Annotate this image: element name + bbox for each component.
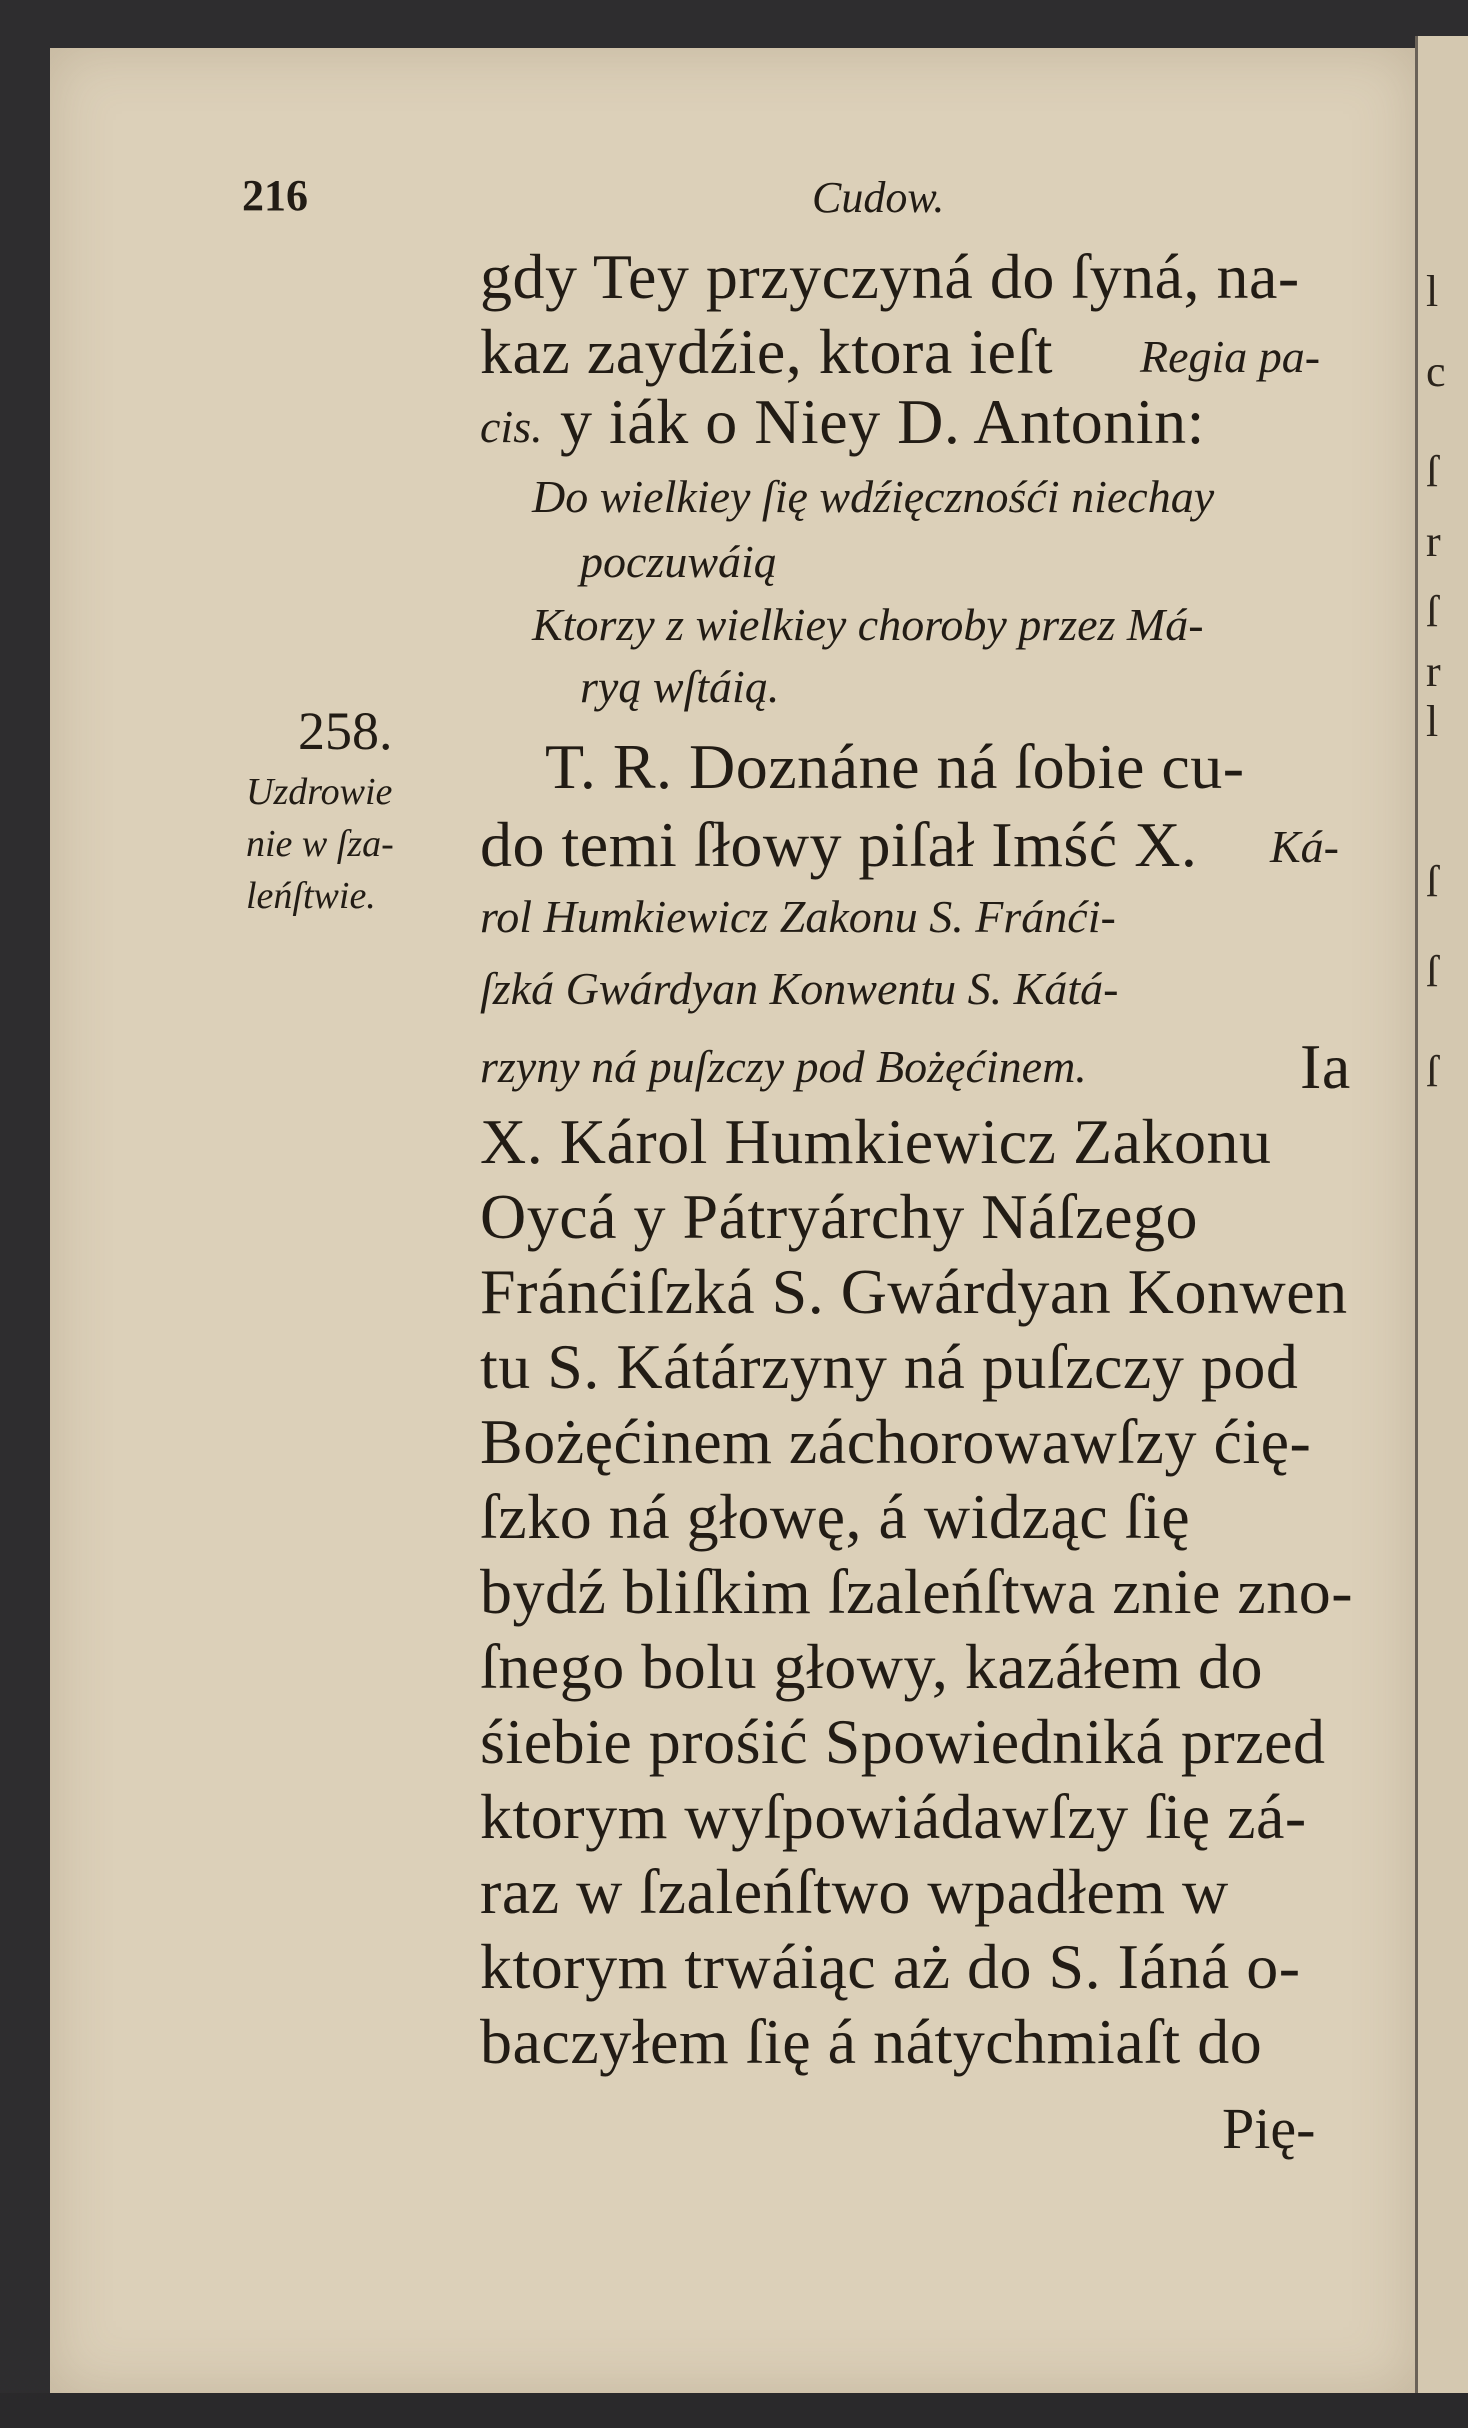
body-line-italic: rol Humkiewicz Zakonu S. Fránći- bbox=[480, 891, 1116, 942]
running-head: Cudow. bbox=[812, 173, 945, 222]
adjacent-glyph: ſ bbox=[1426, 1047, 1439, 1096]
body-line-italic: ſzká Gwárdyan Konwentu S. Kátá- bbox=[480, 963, 1119, 1014]
adjacent-glyph: ſ bbox=[1426, 447, 1439, 496]
verse-line: ryą wſtáią. bbox=[580, 661, 780, 712]
body-line: Ia bbox=[1300, 1031, 1351, 1102]
scan-background bbox=[0, 2393, 1468, 2428]
verse-line: Ktorzy z wielkiey choroby przez Má- bbox=[532, 599, 1204, 650]
folio-number: 216 bbox=[242, 171, 308, 220]
body-line-italic: rzyny ná puſzczy pod Bożęćinem. bbox=[480, 1041, 1087, 1092]
body-line: ſzko ná głowę, á widząc ſię bbox=[480, 1481, 1191, 1552]
text-line: y iák o Niey D. Antonin: bbox=[560, 386, 1205, 457]
adjacent-glyph: ſ bbox=[1426, 587, 1439, 636]
margin-note-line: nie w ſza- bbox=[246, 823, 394, 865]
body-line: ktorym wyſpowiádawſzy ſię zá- bbox=[480, 1781, 1307, 1852]
body-line: raz w ſzaleńſtwo wpadłem w bbox=[480, 1856, 1229, 1927]
body-line: Bożęćinem záchorowawſzy ćię- bbox=[480, 1406, 1312, 1477]
adjacent-glyph: l bbox=[1426, 267, 1439, 316]
adjacent-page-edge bbox=[1415, 36, 1468, 2396]
body-line: ſnego bolu głowy, kazáłem do bbox=[480, 1631, 1263, 1702]
catchword: Pię- bbox=[1222, 2096, 1316, 2161]
verse-line: poczuwáią bbox=[580, 536, 777, 587]
body-line: bydź bliſkim ſzaleńſtwa znie zno- bbox=[480, 1556, 1354, 1627]
body-line: Oycá y Pátryárchy Náſzego bbox=[480, 1181, 1198, 1252]
adjacent-glyph: r bbox=[1426, 517, 1441, 566]
body-line: T. R. Doznáne ná ſobie cu- bbox=[545, 731, 1245, 802]
body-line: X. Károl Humkiewicz Zakonu bbox=[480, 1106, 1272, 1177]
body-line: ktorym trwáiąc aż do S. Iáná o- bbox=[480, 1931, 1301, 2002]
adjacent-glyph: c bbox=[1426, 347, 1446, 396]
verse-line: Do wielkiey ſię wdźięcznośći niechay bbox=[532, 471, 1215, 522]
text-line-italic: cis. bbox=[480, 401, 543, 452]
body-line: do temi ſłowy piſał Imść X. bbox=[480, 809, 1198, 880]
body-line: baczyłem ſię á nátychmiaſt do bbox=[480, 2006, 1263, 2077]
margin-note-line: leńſtwie. bbox=[246, 875, 376, 917]
text-line-italic: Regia pa- bbox=[1140, 331, 1321, 382]
body-line: Fránćiſzká S. Gwárdyan Konwen bbox=[480, 1256, 1348, 1327]
body-line: śiebie prośić Spowiedniká przed bbox=[480, 1706, 1326, 1777]
adjacent-glyph: r bbox=[1426, 647, 1441, 696]
body-line-italic: Ká- bbox=[1270, 821, 1339, 872]
text-line: gdy Tey przyczyná do ſyná, na- bbox=[480, 241, 1300, 312]
body-line: tu S. Kátárzyny ná puſzczy pod bbox=[480, 1331, 1299, 1402]
adjacent-glyph: l bbox=[1426, 697, 1439, 746]
margin-note-line: Uzdrowie bbox=[246, 771, 393, 813]
entry-number: 258. bbox=[298, 701, 393, 761]
adjacent-glyph: ſ bbox=[1426, 857, 1439, 906]
text-line: kaz zaydźie, ktora ieſt bbox=[480, 316, 1053, 387]
adjacent-glyph: ſ bbox=[1426, 947, 1439, 996]
